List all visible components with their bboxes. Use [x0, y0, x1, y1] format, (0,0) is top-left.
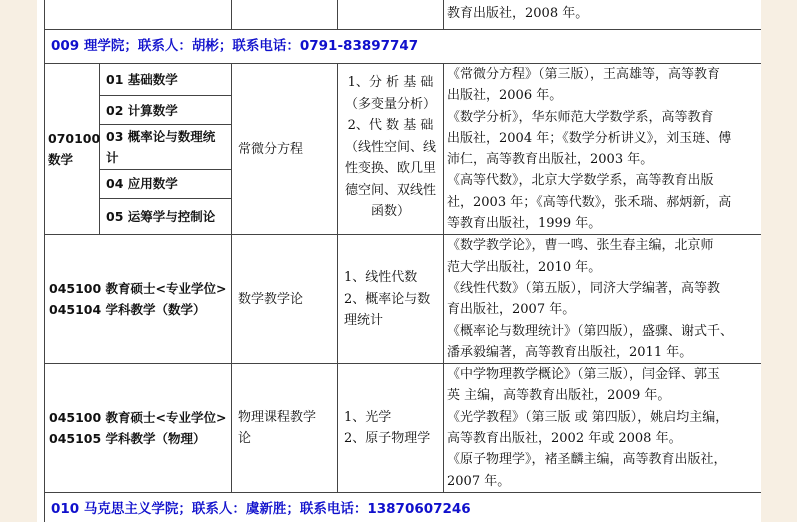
direction-cell: 05 运筹学与控制论	[100, 199, 232, 235]
topics-cell: 1、线性代数 2、概率论与数 理统计	[338, 235, 444, 364]
program-name-cell: 045100 教育硕士<专业学位> 045104 学科教学（数学）	[45, 235, 232, 364]
section-header-row	[45, 30, 762, 64]
exam-subject-cell: 数学教学论	[232, 235, 338, 364]
table-row	[45, 235, 762, 364]
topics-cell: 1、分 析 基 础 （多变量分析） 2、代 数 基 础 （线性空间、线 性变换、欧几里 德空间、双线性 函数）	[338, 64, 444, 235]
program-name-cell: 045100 教育硕士<专业学位> 045105 学科教学（物理）	[45, 364, 232, 493]
document-page	[37, 0, 761, 522]
syllabus-table	[44, 0, 761, 522]
direction-cell: 03 概率论与数理统 计	[100, 125, 232, 170]
topics-cell: 1、光学 2、原子物理学	[338, 364, 444, 493]
direction-cell: 02 计算数学	[100, 96, 232, 125]
program-code-cell: 070100 数学	[45, 64, 100, 235]
section-header-009: 009 理学院；联系人：胡彬；联系电话：0791-83897747	[45, 30, 762, 64]
table-row	[45, 64, 762, 96]
ref-cell: 《中学物理教学概论》（第三版），闫金铎、郭玉 英 主编，高等教育出版社，2009 年。 《光学教程》（第三版 或 第四版），姚启均主编， 高等教育出版社，2002 年或 2008 年。 《原子物理学》，褚圣麟主编，高等教育出版社， 2007 年。	[444, 364, 762, 493]
exam-subject-cell: 物理课程教学 论	[232, 364, 338, 493]
table-row	[45, 364, 762, 493]
direction-cell: 04 应用数学	[100, 169, 232, 198]
section-header-010: 010 马克思主义学院；联系人：虞新胜；联系电话：13870607246	[45, 492, 762, 522]
table-row	[45, 0, 762, 30]
direction-cell: 01 基础数学	[100, 64, 232, 96]
ref-cell: 教育出版社，2008 年。	[444, 0, 762, 30]
section-header-row	[45, 492, 762, 522]
exam-subject-cell: 常微分方程	[232, 64, 338, 235]
ref-cell: 《数学教学论》，曹一鸣、张生春主编，北京师 范大学出版社，2010 年。 《线性代数》（第五版），同济大学编著，高等教 育出版社，2007 年。 《概率论与数理统计》（第四版），盛骤、谢式千、 潘承毅编著，高等教育出版社，2011 年。	[444, 235, 762, 364]
ref-cell: 《常微分方程》（第三版），王高雄等，高等教育 出版社，2006 年。 《数学分析》，华东师范大学数学系，高等教育 出版社，2004 年；《数学分析讲义》，刘玉琏、傅 沛仁，高等教育出版社，2003 年。 《高等代数》，北京大学数学系，高等教育出版 社，2003 年；《高等代数》，张禾瑞、郝炳新，高 等教育出版社，1999 年。	[444, 64, 762, 235]
